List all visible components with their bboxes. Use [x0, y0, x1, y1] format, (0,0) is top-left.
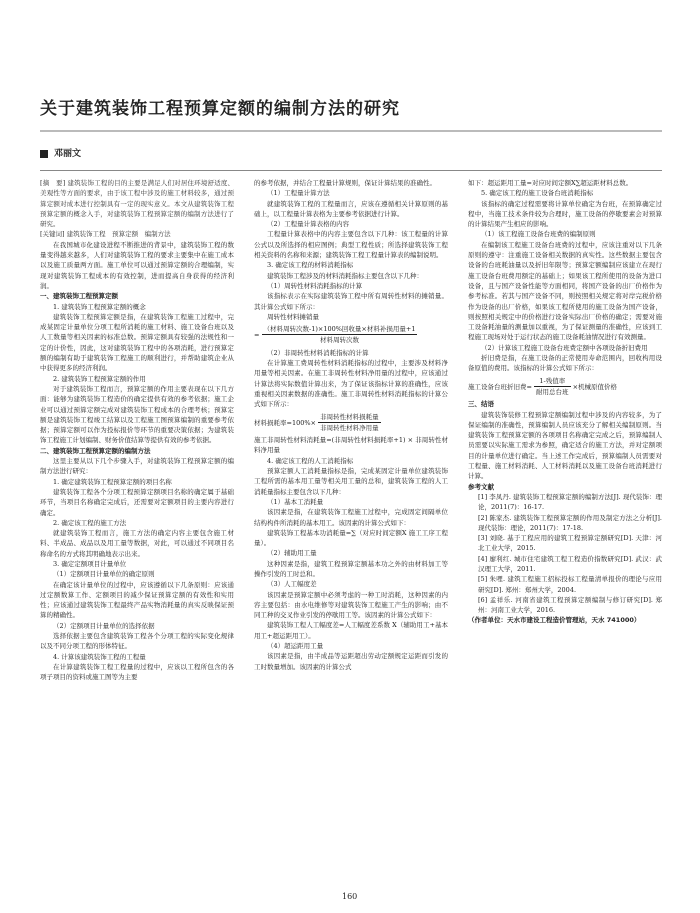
paragraph: （2）工程量计算表格的内容 — [267, 220, 350, 229]
column-1 — [40, 178, 234, 683]
paragraph: [3] 刘晓. 基于工程应用的建筑工程预算定额研究[D]. 天津：河北工业大学，2015. — [478, 534, 662, 553]
paragraph: 4. 确定该工程的人工消耗指标 — [267, 456, 354, 465]
paragraph: 在计算施工费周转性材料消耗指标的过程中，主要涉及材料净用量等相关因素。在施工非周转性材料净用量的过程中，应该通过计算法将实际数值计算出来，为了保证该指标计算的准确性，应该重视相关因素数据的准确性。施工非周转性材料消耗指标的计算公式如下所示： — [254, 359, 448, 409]
formula-depreciation: 施工设备台班折旧费= $\frac{\text{1-残值率}}{\text{耐用总台班}}$ ×机械原值价格 — [468, 376, 618, 396]
paragraph: 建筑装饰工程预算定额是指，在建筑装饰工程施工过程中，完成某固定计量单位分项工程所消耗的施工材料、施工设备台班以及人工数量等相关因素的标准总数。预算定额具有较强的法规性和一定的计价性，因此，这对建筑装饰工程中的各项消耗，进行预算定额的编制有助于建筑装饰工程施工的顺利进行，并帮助建筑企业从中获得更多的经济利润。 — [40, 312, 234, 373]
paragraph: 2. 确定该工程的施工方法 — [53, 518, 127, 527]
paragraph: 建筑装饰装修工程预算定额编制过程中涉及的内容较多，为了保证编制的准确性，预算编制人员应该充分了解相关编制原则。当建筑装饰工程预算定额的各项项目名称确定完成之后，预算编制人员需要以实际施工需求为参照，确定适合的施工方法，并对定额项目的计量单位进行确定。当上述工作完成后，预算编制人员需要对工程量、施工材料消耗、人工材料消耗以及施工设备台班消耗进行计算。 — [468, 410, 662, 481]
paragraph: 该因素是预算定额中必须考虑的一种工时消耗，这种因素的内容主要包括：由水电维修等对建筑装饰工程施工产生的影响；由不同工种的交叉作业引发的停歇用工等。该因素的计算公式如下： — [254, 590, 448, 620]
page-number: 160 — [342, 892, 358, 901]
column-2 — [254, 178, 448, 672]
paragraph: 施工非周转性材料消耗量=(非周转性材料损耗率+1) × 非周转性材料净用量 — [254, 436, 448, 455]
paragraph: （2）定额项目计量单位的选择依据 — [53, 621, 155, 630]
paragraph: 建筑装饰工程基本功消耗量=∑（对应时间定额X 施工工序工程量）。 — [254, 528, 448, 548]
article-title: 关于建筑装饰工程预算定额的编制方法的研究 — [40, 99, 400, 119]
author-divider — [40, 170, 662, 171]
section-heading: 一、建筑装饰工程预算定额 — [40, 292, 118, 301]
paragraph: 2. 建筑装饰工程预算定额的作用 — [53, 374, 146, 383]
formula-denominator: 材料周转次数 — [320, 336, 359, 345]
paragraph: [2] 陈家杰. 建筑装饰工程预算定额的作用及制定方法之分析[J]. 现代装饰：理论，2011(7)：17-18. — [478, 513, 662, 532]
header-divider — [40, 130, 662, 132]
paragraph: 1. 建筑装饰工程预算定额的概念 — [53, 302, 146, 311]
paragraph: [摘 要] 建筑装饰工程的目的主要是满足人们对居住环境舒适度、美观性等方面的要求，由于该工程中涉及的施工材料较多，通过预算定额对成本进行控制具有一定的现实意义。本文从建筑装饰工程预算定额的概念入手，对建筑装饰工程预算定额的编制方法进行了研究。 — [40, 179, 234, 229]
paragraph: （4）超运距用工量 — [267, 642, 324, 651]
paragraph: 在编制该工程施工设备台班费的过程中，应该注重对以下几条原则的遵守：注重施工设备相关数据的真实性。这些数据主要包含设备的台班耗油量以及折旧年限等；预算定额编制应该建立在现行施工设备台班费用额定的基础上；如果该工程所使用的设备为进口设备，且与国产设备性能等方面相同，将国产设备的出厂价格作为参考标准。若其与国产设备不同，则按照相关规定将对岸完税价格作为设备的出厂价格，如果该工程所使用的施工设备为国产设备，则按照相关规定中的价格进行设备实际出厂价格的确定；需要对施工设备耗油量的测量加以重视，为了保证测量的准确性，应该到工程施工现场对处于运行状态的施工设备耗油情况进行有效测量。 — [468, 240, 662, 342]
paragraph: 在确定该计量单位的过程中，应该遵循以下几条原则：应该通过定额数算工作、定额项目的减少保证预算定额的有效性和实用性；应该通过建筑装饰工程最终产品实物消耗量的真实反映保证预算的精确性。 — [40, 580, 234, 620]
author-affiliation: （作者单位：天水市建设工程造价管理站，天水 741000） — [468, 616, 641, 625]
paragraph: 工程量计算表格中的内容主要包含以下几种：该工程量的计算公式以及所选择的相应图例；典型工程性质；所选择建筑装饰工程相关资料的名称和来源；建筑装饰工程工程量计算表的编制说明。 — [254, 230, 448, 260]
paragraph: 就建筑装饰工程而言，施工方法的确定内容主要包含施工材料、半成品、成品以及用工量等数据，对此，可以通过不同项目名称命名的方式将其明确地表示出来。 — [40, 529, 234, 558]
paragraph: 该因素是指，由半成品等运距超出劳动定额规定运距而引发的工时数量增加。该因素的计算公式 — [254, 652, 448, 671]
paragraph: （1）定额项目计量单位的确定原则 — [53, 570, 155, 579]
paragraph: 就建筑装饰工程的工程量而言，应该在遵循相关计算原则的基础上，以工程量计算表格为主要参考依据进行计算。 — [254, 199, 448, 218]
paragraph: （2）计算该工程施工设备台班费定额中各项设备折旧费用 — [481, 343, 648, 352]
paragraph: 3. 确定该工程的材料消耗指标 — [267, 261, 354, 270]
paragraph: [6] 孟祥乐. 河南省建筑工程预算定额编制与修订研究[D]. 郑州：河南工业大学，2016. — [478, 595, 662, 615]
paragraph: 4. 计算该建筑装饰工程的工程量 — [53, 652, 146, 661]
author-name: 邓丽文 — [54, 149, 82, 159]
formula-numerator: （材料周转次数-1)×100%回收量×材料补损用量+1 — [262, 324, 418, 335]
paragraph: （2）非周转性材料消耗指标的计算 — [267, 348, 369, 357]
formula-denominator: 非周转性材料净用量 — [320, 423, 379, 432]
paragraph: 建筑装饰工程人工幅度差=人工幅度差系数 X（辅助用工+基本用工+超运距用工）。 — [254, 621, 448, 640]
formula-turnover: = $\frac{\text{（材料周转次数-1)×100\%回收量×材料补损用量+1}}{\text{材料周转次数}}$ — [254, 325, 416, 345]
paragraph: （1）该工程施工设备台班费的编制原则 — [481, 230, 596, 239]
section-heading: 二、建筑装饰工程预算定额的编制方法 — [40, 446, 151, 455]
paragraph: 该指标表示在实际建筑装饰工程中所有周转性材料的摊销量。其计算公式如下所示： — [254, 292, 448, 311]
paragraph: 该指标的确定过程需要将计算单位确定为台班，在预算确定过程中，当施工技术条件较为合理时，施工设备的停歇要素会对预算的计算结果产生相应的影响。 — [468, 199, 662, 229]
paragraph: [4] 廖利红. 城市住宅建筑工程工程造价指数研究[D]. 武汉：武汉理工大学，2011. — [478, 554, 662, 573]
formula-numerator: 1-残值率 — [534, 376, 571, 387]
paragraph: [关键词] 建筑装饰工程 预算定额 编制方法 — [40, 230, 171, 239]
section-heading: 三、结语 — [468, 400, 494, 409]
column-3 — [468, 178, 662, 626]
paragraph: 在我国城市化建设进程不断推进的背景中，建筑装饰工程的数量变得越来越多，人们对建筑装饰工程的要求主要集中在施工成本以及施工质量两方面。施工单位可以通过预算定额的合理编制，实现对建筑装饰工程成本的有效控制，进而提高自身获得的经济利润。 — [40, 240, 234, 290]
paragraph: 该因素是指，在建筑装饰工程施工过程中，完成固定间隔单位结构构件所消耗的基本用工。该因素的计算公式如下： — [254, 508, 448, 527]
paragraph: [1] 李凤丹. 建筑装饰工程预算定额的编制方法[J]. 现代装饰：理论，2011(7)：16-17. — [478, 492, 662, 512]
paragraph: 这里主要从以下几个步骤入手，对建筑装饰工程预算定额的编制方法进行研究： — [40, 457, 234, 476]
formula-loss-rate: 材料损耗率=100%× $\frac{\text{非周转性材料损耗量}}{\text{非周转性材料净用量}}$ — [254, 412, 379, 432]
paragraph: 预算定额人工消耗量指标是指，完成某固定计量单位建筑装饰工程所需的基本用工量等相关用工量的总和，建筑装饰工程的人工消耗量指标主要包含以下几种： — [254, 467, 448, 496]
paragraph: 周转性材料摊销量 — [267, 312, 319, 321]
formula-numerator: 非周转性材料损耗量 — [318, 412, 381, 423]
paragraph: （2）辅助用工量 — [267, 549, 317, 558]
paragraph: （3）人工幅度差 — [267, 580, 317, 589]
paragraph: 在计算建筑装饰工程工程量的过程中，应该以工程所包含的各项子项目的资料或施工图等为主要 — [40, 662, 234, 682]
paragraph: （1）基本工消耗量 — [267, 497, 324, 506]
paragraph: 折旧费是指，在施工设备的正常使用寿命范围内，回收构用设备原值的费用。该指标的计算公式如下所示： — [468, 354, 662, 373]
paragraph: 选择依据主要包含建筑装饰工程各个分项工程的实际变化规律以及不同分项工程的形体特征。 — [40, 632, 234, 651]
paragraph: 建筑装饰工程涉及的材料消耗指标主要包含以下几种： — [267, 271, 423, 280]
paragraph: 参考文献 — [468, 482, 494, 491]
paragraph: （1）周转性材料消耗指标的计算 — [267, 281, 363, 290]
paragraph: [5] 朱哩. 建筑工程施工招标投标工程量清单报价的理论与应用研究[D]. 郑州：郑州大学，2004. — [478, 575, 662, 594]
paragraph: 建筑装饰工程各个分项工程预算定额项目名称的确定属于基础环节，当项目名称确定完成后，还需要对定额项目的主要内容进行确定。 — [40, 487, 234, 517]
paragraph: 1. 确定建筑装饰工程预算定额的项目名称 — [53, 477, 172, 486]
paragraph: 3. 确定定额项目计量单位 — [53, 559, 127, 568]
author-bullet — [40, 150, 48, 158]
formula-denominator: 耐用总台班 — [536, 387, 569, 396]
paragraph: 的参考依据，并结合工程量计算规则，保证计算结果的准确性。 — [254, 179, 436, 187]
paragraph: 如下：超运距用工量=对应时间定额X∑超运距材料总数。 — [468, 179, 633, 187]
paragraph: 对于建筑装饰工程而言，预算定额的作用主要表现在以下几方面：能够为建筑装饰工程造价的确定提供有效的参考依据；施工企业可以通过预算定额完成对建筑装饰工程成本的合理考核；预算定额是建筑装饰工程竣工结算以及工程施工图预算编制的重要参考依据；预算定额可以作为投标报价等环节的重要决策依据；为建筑装饰工程施工计划编制、财务价值结算等提供有效的参考依据。 — [40, 384, 234, 445]
paragraph: （1）工程量计算方法 — [267, 189, 330, 198]
paragraph: 这种因素是指，建筑工程预算定额基本功之外的由材料加工等操作引发的工时总和。 — [254, 559, 448, 578]
paragraph: 5. 确定该工程的施工设备台班消耗指标 — [481, 189, 594, 198]
reference-list — [468, 492, 662, 616]
